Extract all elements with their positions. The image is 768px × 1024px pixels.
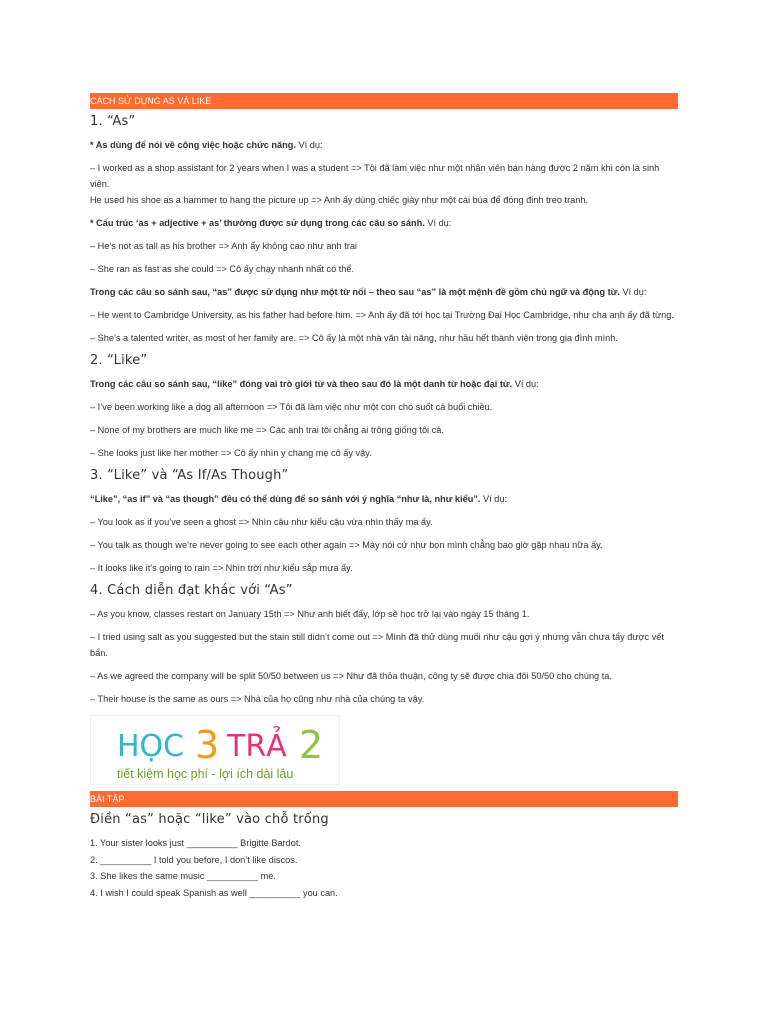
heading-as: 1. “As” [90, 114, 136, 129]
bold-rule: * As dùng để nói về công việc hoặc chức năng. [90, 140, 296, 150]
example-dog: – I’ve been working like a dog all afternoon => Tôi đã làm việc như một con chó suốt cả buổi chiều. [90, 402, 493, 412]
example-label: Ví dụ: [619, 287, 647, 297]
example-label: Ví dụ: [424, 218, 452, 228]
heading-like: 2. “Like” [90, 353, 148, 368]
bold-rule: “Like”, “as if” và “as though” đều có thể dùng để so sánh với ý nghĩa “như là, như kiểu”. [90, 494, 481, 504]
paragraph-as-if [90, 491, 678, 507]
section-bar-usage: CÁCH SỬ DỤNG AS VÀ LIKE [90, 93, 678, 109]
logo-slogan: tiết kiệm học phí - lợi ích dài lâu [117, 767, 294, 781]
example-label: Ví dụ: [512, 379, 539, 389]
example-writer: – She’s a talented writer, as most of her family are. => Cô ấy là một nhà văn tài năng, như hầu hết thành viên trong gia đình mình. [90, 333, 618, 343]
example-company: – As we agreed the company will be split 50/50 between us => Như đã thỏa thuận, công ty sẽ được chia đôi 50/50 cho chúng ta. [90, 671, 612, 681]
exercise-item-3: 3. She likes the same music __________ me. [90, 871, 276, 881]
paragraph-like-preposition [90, 376, 678, 392]
example-salt: – I tried using salt as you suggested but the stain still didn’t come out => Mình đã thử dùng muối như cậu gợi ý nhưng vẫn chưa tẩy được vết bẩn. [90, 632, 664, 658]
example-classes: – As you know, classes restart on January 15th => Như anh biết đấy, lớp sẽ học trở lại vào ngày 15 tháng 1. [90, 609, 530, 619]
example-tall: – He’s not as tall as his brother => Anh ấy không cao như anh trai [90, 241, 357, 251]
example-shoe-hammer: He used his shoe as a hammer to hang the picture up => Anh ấy dùng chiếc giày như một cái búa để đóng đinh treo tranh. [90, 195, 589, 205]
bold-rule: * Cấu trúc ‘as + adjective + as’ thường được sử dụng trong các câu so sánh. [90, 218, 425, 228]
exercise-item-4: 4. I wish I could speak Spanish as well __________ you can. [90, 887, 338, 898]
example-mother: – She looks just like her mother => Cô ấy nhìn y chang mẹ cô ấy vậy. [90, 448, 372, 458]
example-ran-fast: – She ran as fast as she could => Cô ấy chạy nhanh nhất có thể. [90, 264, 355, 274]
heading-like-as-if: 3. “Like” và “As If/As Though” [90, 468, 289, 483]
paragraph-as-adjective-as [90, 215, 678, 231]
heading-other-as: 4. Cách diễn đạt khác với “As” [90, 583, 293, 598]
section-bar-exercises: BÀI TẬP [90, 791, 678, 807]
logo-number-2: 2 [299, 723, 324, 767]
paragraph-as-conjunction [90, 284, 678, 300]
heading-exercise: Điền “as” hoặc “like” vào chỗ trống [90, 812, 329, 827]
logo-word-tra: TRẢ [227, 729, 287, 764]
example-ghost: – You look as if you’ve seen a ghost => Nhìn cậu như kiểu cậu vừa nhìn thấy ma ấy. [90, 517, 433, 527]
bold-rule: Trong các câu so sánh sau, “like” đóng vai trò giới từ và theo sau đó là một danh từ hoặc đại từ. [90, 379, 513, 389]
example-cambridge: – He went to Cambridge University, as his father had before him. => Anh ấy đã tới học tại Trường Đại Học Cambridge, như cha anh ấy đã từng. [90, 310, 674, 320]
example-brothers: – None of my brothers are much like me => Các anh trai tôi chẳng ai trông giống tôi cả. [90, 425, 444, 435]
paragraph-as-function [90, 137, 678, 153]
hoc3tra2-logo [90, 715, 340, 785]
example-rain: – It looks like it’s going to rain => Nhìn trời như kiểu sắp mưa ấy. [90, 563, 353, 573]
example-label: Ví dụ: [480, 494, 508, 504]
bold-rule: Trong các câu so sánh sau, “as” được sử dụng như một từ nối – theo sau “as” là một mệnh đề gồm chủ ngữ và động từ. [90, 287, 620, 297]
example-never-see: – You talk as though we’re never going to see each other again => Mày nói cứ như bọn mình chẳng bao giờ gặp nhau nữa ấy. [90, 540, 603, 550]
logo-number-3: 3 [195, 723, 220, 767]
logo-word-hoc: HỌC [117, 729, 185, 764]
exercise-item-2: 2. __________ I told you before, I don’t like discos. [90, 854, 298, 865]
exercise-item-1: 1. Your sister looks just __________ Brigitte Bardot. [90, 838, 301, 848]
document-page [90, 93, 678, 901]
logo-graphic [91, 716, 339, 784]
example-label: Ví dụ: [295, 140, 323, 150]
example-house: – Their house is the same as ours => Nhà của họ cũng như nhà của chúng ta vậy. [90, 694, 425, 704]
example-shop-assistant: – I worked as a shop assistant for 2 years when I was a student => Tôi đã làm việc như một nhân viên bán hàng được 2 năm khi còn là sinh viên. [90, 163, 660, 189]
